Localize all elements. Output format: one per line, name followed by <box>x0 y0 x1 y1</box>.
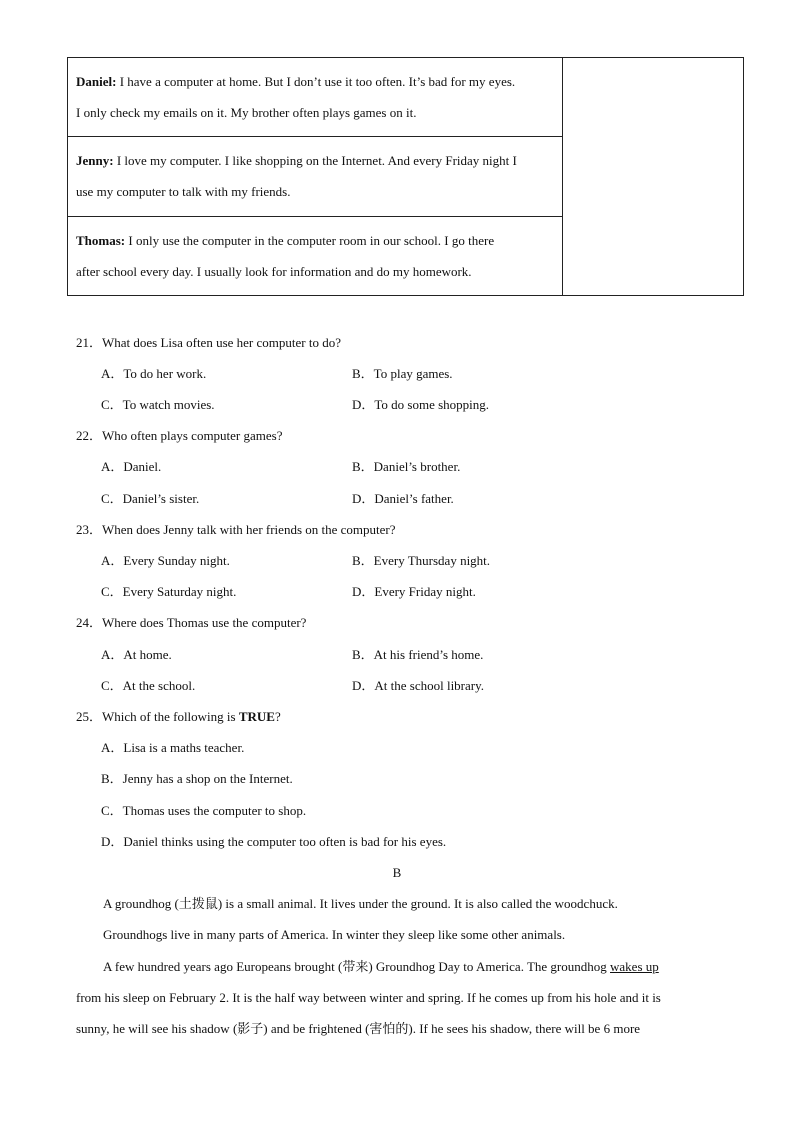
option-b[interactable]: B．At his friend’s home. <box>352 647 484 662</box>
cell-text: I only use the computer in the computer room in our school. I go there <box>125 232 495 248</box>
cell-text: I love my computer. I like shopping on the Internet. And every Friday night I <box>113 153 517 169</box>
option-b[interactable]: B．To play games. <box>352 366 453 381</box>
option-d[interactable]: D．To do some shopping. <box>352 397 490 412</box>
option-a[interactable]: A．Lisa is a maths teacher. <box>101 740 245 755</box>
option-a[interactable]: A．Every Sunday night. <box>101 553 230 568</box>
option-c[interactable]: C．Thomas uses the computer to shop. <box>101 803 307 818</box>
option-d[interactable]: D．Every Friday night. <box>352 584 476 599</box>
table-cell <box>68 137 563 216</box>
option-a[interactable]: A．Daniel. <box>101 459 162 474</box>
question-stem <box>76 708 281 726</box>
stem-text: ? <box>274 709 281 724</box>
option-c[interactable]: C．Every Saturday night. <box>101 584 237 599</box>
paragraph-line: from his sleep on February 2. It is the half way between winter and spring. If he comes up from his hole and it is <box>76 990 661 1005</box>
speaker-name: Jenny: <box>76 153 114 169</box>
paragraph-text: A few hundred years ago Europeans brought (带来) Groundhog Day to America. The groundhog <box>103 959 611 974</box>
option-d[interactable]: D．Daniel’s father. <box>352 491 454 506</box>
cell-text: after school every day. I usually look for information and do my homework. <box>76 263 472 279</box>
table-cell <box>68 58 563 137</box>
option-c[interactable]: C．To watch movies. <box>101 397 215 412</box>
stem-text: 25．Which of the following is <box>76 709 239 724</box>
paragraph: A groundhog (土拨鼠) is a small animal. It lives under the ground. It is also called the woodchuck. <box>103 896 618 911</box>
option-a[interactable]: A．To do her work. <box>101 366 207 381</box>
cell-text: I have a computer at home. But I don’t use it too often. It’s bad for my eyes. <box>116 74 516 90</box>
question-stem: 23．When does Jenny talk with her friends on the computer? <box>76 522 396 537</box>
option-d[interactable]: D．At the school library. <box>352 678 485 693</box>
stem-emphasis: TRUE <box>238 709 275 724</box>
underlined-phrase: wakes up <box>610 959 659 974</box>
option-a[interactable]: A．At home. <box>101 647 172 662</box>
option-d[interactable]: D．Daniel thinks using the computer too often is bad for his eyes. <box>101 834 447 849</box>
question-stem: 22．Who often plays computer games? <box>76 428 283 443</box>
option-b[interactable]: B．Every Thursday night. <box>352 553 491 568</box>
table-cell <box>68 216 563 295</box>
speaker-name: Thomas: <box>76 232 126 248</box>
option-c[interactable]: C．At the school. <box>101 678 196 693</box>
option-b[interactable]: B．Jenny has a shop on the Internet. <box>101 771 293 786</box>
paragraph <box>103 958 659 976</box>
question-stem: 21．What does Lisa often use her computer to do? <box>76 335 341 350</box>
cell-text: I only check my emails on it. My brother often plays games on it. <box>76 105 417 121</box>
paragraph-line: sunny, he will see his shadow (影子) and be frightened (害怕的). If he sees his shadow, there will be 6 more <box>76 1021 641 1036</box>
option-b[interactable]: B．Daniel’s brother. <box>352 459 461 474</box>
speaker-name: Daniel: <box>76 74 117 90</box>
cell-text: use my computer to talk with my friends. <box>76 184 291 200</box>
section-label: B <box>392 865 402 880</box>
question-stem: 24．Where does Thomas use the computer? <box>76 615 307 630</box>
table-row <box>68 58 744 137</box>
opinions-table <box>67 57 744 296</box>
blank-cell <box>563 58 744 296</box>
paragraph: Groundhogs live in many parts of America. In winter they sleep like some other animals. <box>103 927 566 942</box>
option-c[interactable]: C．Daniel’s sister. <box>101 491 200 506</box>
